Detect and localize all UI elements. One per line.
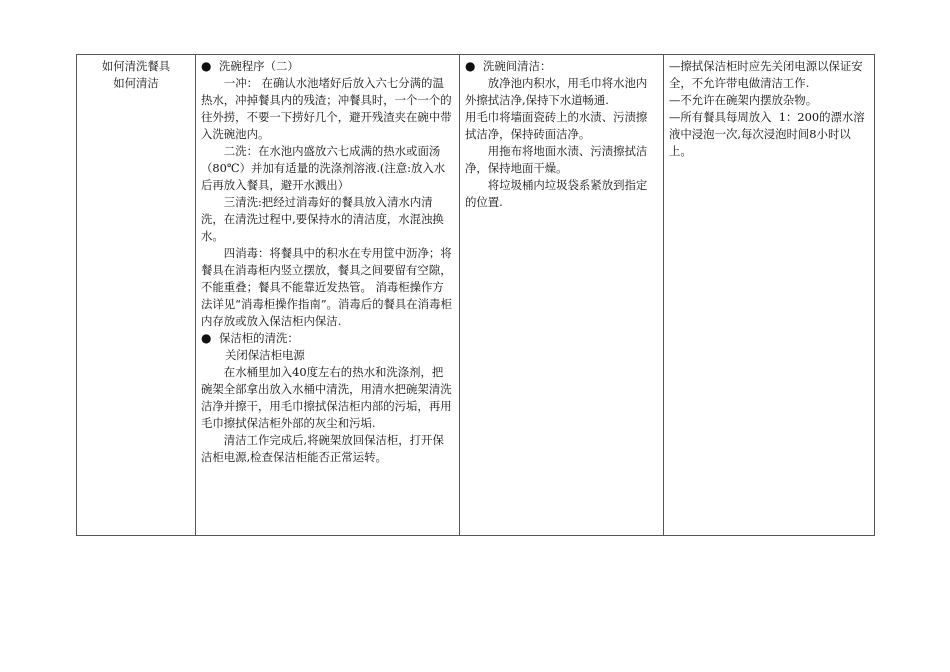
bullet-text: 洗碗程序（二） xyxy=(219,59,299,73)
paragraph: 二洗：在水池内盛放六七成满的热水或面汤（80℃）并加有适量的洗涤剂溶液.(注意:放入水后再放入餐具，避开水溅出） xyxy=(201,144,446,192)
bullet-dot-icon: ● xyxy=(201,59,212,73)
table-row xyxy=(77,55,875,536)
notes-cell xyxy=(664,55,875,536)
topic-line: 如何清洗餐具 xyxy=(101,59,171,73)
bullet-item xyxy=(465,58,658,75)
paragraph: 一冲： 在确认水池堵好后放入六七分满的温热水，冲掉餐具内的残渣；冲餐具时，一个一个的往外捞，不要一下捞好几个，避开残渣夹在碗中带入洗碗池内。 xyxy=(201,76,452,141)
paragraph: 三清洗:把经过消毒好的餐具放入清水内清洗，在清洗过程中,要保持水的清洁度，水混浊换水。 xyxy=(201,195,444,243)
room-cleaning-cell xyxy=(460,55,664,536)
bullet-item xyxy=(201,330,454,347)
paragraph: 用毛巾将墙面瓷砖上的水渍、污渍擦拭洁净，保持砖面洁净。 xyxy=(465,110,648,141)
topic-line: 如何清洁 xyxy=(113,76,159,90)
dishwashing-procedure-cell xyxy=(196,55,460,536)
bullet-text: 保洁柜的清洗： xyxy=(219,331,299,345)
cleaning-procedure-table xyxy=(76,54,875,536)
bullet-text: 洗碗间清洁： xyxy=(483,59,552,73)
bullet-dot-icon: ● xyxy=(465,59,476,73)
note-line: —不允许在碗架内摆放杂物。 xyxy=(669,93,818,107)
paragraph: 关闭保洁柜电源 xyxy=(225,348,305,362)
bullet-item xyxy=(201,58,454,75)
note-line: —擦拭保洁柜时应先关闭电源以保证安全，不允许带电做清洁工作. xyxy=(669,59,863,90)
paragraph: 用拖布将地面水渍、污渍擦拭洁净，保持地面干燥。 xyxy=(465,144,648,175)
paragraph: 将垃圾桶内垃圾袋系紧放到指定的位置. xyxy=(465,178,648,209)
note-line: —所有餐具每周放入 1：200的漂水溶液中浸泡一次,每次浸泡时间8小时以上。 xyxy=(669,110,865,158)
paragraph: 四消毒：将餐具中的积水在专用筐中沥净；将餐具在消毒柜内竖立摆放，餐具之间要留有空隙，不能重叠；餐具不能靠近发热管。 消毒柜操作方法详见“消毒柜操作指南”。消毒后的餐具在消毒柜内存放或放入保洁柜内保洁. xyxy=(201,246,452,328)
topic-cell xyxy=(77,55,196,536)
bullet-dot-icon: ● xyxy=(201,331,212,345)
paragraph: 清洁工作完成后,将碗架放回保洁柜，打开保洁柜电源,检查保洁柜能否正常运转。 xyxy=(201,433,444,464)
paragraph: 在水桶里加入40度左右的热水和洗涤剂，把碗架全部拿出放入水桶中清洗，用清水把碗架清洗洁净并擦干，用毛巾擦拭保洁柜内部的污垢，再用毛巾擦拭保洁柜外部的灰尘和污垢. xyxy=(201,365,452,430)
paragraph: 放净池内积水，用毛巾将水池内外擦拭洁净,保持下水道畅通. xyxy=(465,76,648,107)
